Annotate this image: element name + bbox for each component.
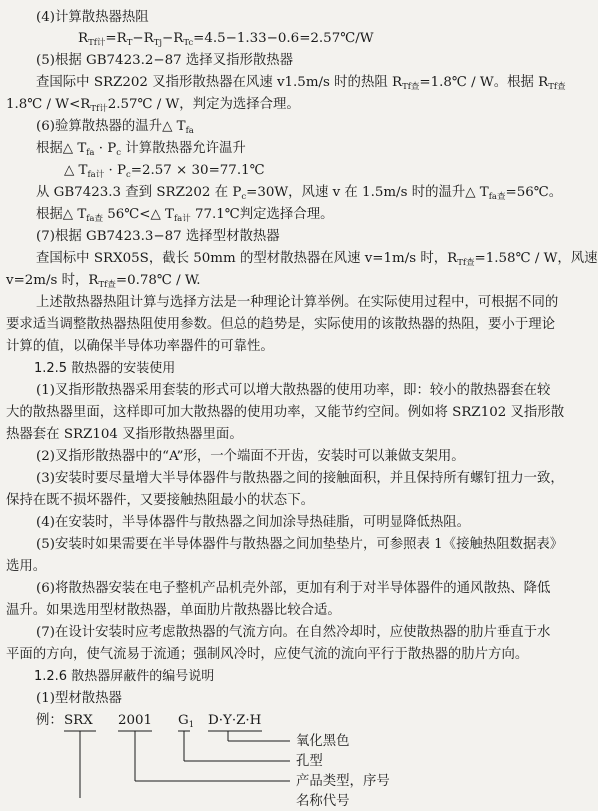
install-line: 保持在既不损坏器件，又要接触热阻最小的状态下。 (6, 493, 314, 508)
s6-line4: 根据△ $T_{fa查}$ 56℃<△ $T_{fa计}$ 77.1℃判定选择合理。 (36, 207, 334, 224)
install-line: 选用。 (6, 559, 47, 574)
code-name: SRX (64, 713, 93, 728)
s6-title: (6)验算散热器的温升△ $T_{fa}$ (36, 119, 194, 136)
s5-title: (5)根据 GB7423.2−87 选择叉指形散热器 (36, 53, 294, 68)
install-line: 温升。如果选用型材散热器，单面肋片散热器比较合适。 (6, 603, 341, 618)
example-prefix: 例： (36, 713, 63, 728)
para-line: 要求适当调整散热器热阻使用参数。但总的趋势是，实际使用的该散热器的热阻，要小于理论 (6, 317, 556, 332)
code-type-number: 2001 (118, 713, 153, 728)
para-line: 计算的值，以确保半导体功率器件的可靠性。 (6, 339, 274, 354)
install-line: (5)安装时如果需要在半导体器件与散热器之间加垫垫片，可参照表 1《接触热阻数据表》 (36, 537, 564, 552)
subheading-profile-heatsink: (1)型材散热器 (36, 691, 122, 706)
install-line: (2)叉指形散热器中的“A”形，一个端面不开齿，安装时可以兼做支架用。 (36, 449, 465, 464)
install-line: (7)在设计安装时应考虑散热器的气流方向。在自然冷却时，应使散热器的肋片垂直于水 (36, 625, 551, 640)
s4-title: (4)计算散热器热阻 (36, 10, 149, 25)
legend-finish: 氧化黑色 (296, 734, 350, 749)
s5-line1: 查国际中 SRZ202 叉指形散热器在风速 v1.5m/s 时的热阻 $R_{Tf查}=1.8℃ / W$。根据 $R_{Tf查}$ (36, 75, 566, 92)
legend-type-number: 产品类型，序号 (296, 774, 390, 789)
install-line: (3)安装时要尽量增大半导体器件与散热器之间的接触面积，并且保持所有螺钉扭力一致， (36, 471, 564, 486)
install-line: 平面的方向，使气流易于流通；强制风冷时，应使气流的流向平行于散热器的肋片方向。 (6, 647, 529, 662)
legend-name-code: 名称代号 (296, 794, 350, 809)
install-line: 大的散热器里面，这样即可加大散热器的使用功率，又能节约空间。例如将 SRZ102 叉指形散 (6, 405, 565, 420)
code-hole-type: $G_1$ (178, 713, 195, 730)
install-line: 热器套在 SRZ104 叉指形散热器里面。 (6, 427, 243, 442)
para-line: 上述散热器热阻计算与选择方法是一种理论计算举例。在实际使用过程中，可根据不同的 (36, 295, 559, 310)
s7-line1: 查国标中 SRX05S，截长 50mm 的型材散热器在风速 v=1m/s 时，$R_{Tf查}=1.58℃ / W$，风速 (36, 251, 598, 268)
s7-title: (7)根据 GB7423.3−87 选择型材散热器 (36, 229, 280, 244)
heading-1-2-6: 1.2.6 散热器屏蔽件的编号说明 (34, 669, 215, 684)
s4-formula: $R_{Tf计}=R_T-R_{Tj}-R_{Tc}=4.5-1.33-0.6=2.57℃/W$ (78, 31, 374, 48)
s5-line2: 1.8℃ / $W<R_{Tf计}2.57℃ / W$，判定为选择合理。 (6, 97, 300, 114)
install-line: (4)在安装时，半导体器件与散热器之间加涂导热硅脂，可明显降低热阻。 (36, 515, 471, 530)
install-line: (1)叉指形散热器采用套装的形式可以增大散热器的使用功率，即：较小的散热器套在较 (36, 383, 551, 398)
heading-1-2-5: 1.2.5 散热器的安装使用 (34, 361, 176, 376)
legend-hole-type: 孔型 (296, 754, 323, 769)
code-finish: D·Y·Z·H (208, 713, 262, 728)
install-line: (6)将散热器安装在电子整机产品机壳外部，更加有利于对半导体器件的通风散热、降低 (36, 581, 551, 596)
s6-line2: △ $T_{fa计} \cdot P_c=2.57$ × 30=77.1℃ (64, 163, 265, 180)
s7-line2: v=2m/s 时，$R_{Tf查}=0.78℃ / W$. (6, 273, 201, 290)
s6-line3: 从 GB7423.3 查到 SRZ202 在 $P_c=30W$，风速 v 在 1.5m/s 时的温升△ $T_{fa查}=56℃$。 (36, 185, 563, 202)
s6-line1: 根据△ $T_{fa} \cdot P_c$ 计算散热器允许温升 (36, 141, 246, 158)
